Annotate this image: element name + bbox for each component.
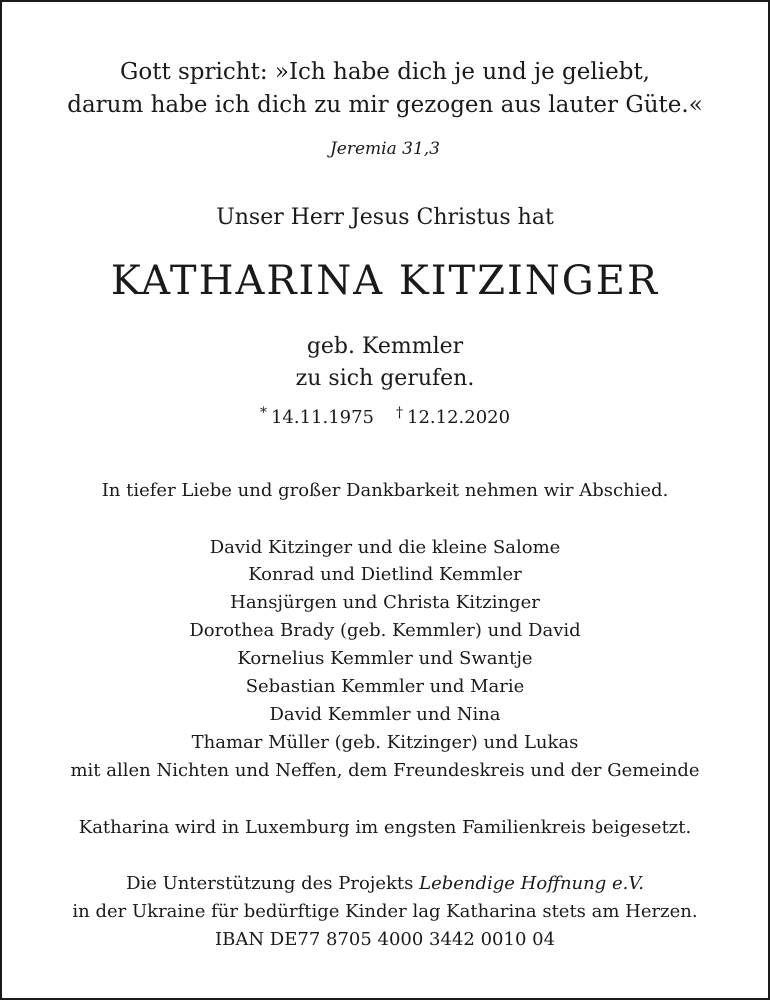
verse-reference: Jeremia 31,3 [329,139,440,159]
verse-line-2: darum habe ich dich zu mir gezogen aus lauter Güte.« [67,92,703,118]
called-text: zu sich gerufen. [295,366,475,391]
mourner-line: Kornelius Kemmler und Swantje [237,648,533,669]
mourner-line: Dorothea Brady (geb. Kemmler) und David [189,620,581,641]
project-name: Lebendige Hoffnung e.V. [419,873,644,894]
mourner-line: David Kemmler und Nina [269,704,501,725]
birth-date: 14.11.1975 [270,407,374,428]
mourner-line: Konrad und Dietlind Kemmler [248,564,522,585]
death-symbol: † [396,405,403,421]
mourner-line: Sebastian Kemmler und Marie [245,676,525,697]
deceased-name: KATHARINA KITZINGER [110,258,660,304]
birth-symbol: * [259,405,267,421]
death-date: 12.12.2020 [407,407,511,428]
mourner-line: Hansjürgen und Christa Kitzinger [230,592,540,613]
mourner-line: David Kitzinger und die kleine Salome [209,537,561,558]
donation-prefix: Die Unterstützung des Projekts [126,873,414,894]
donation-line-2: in der Ukraine für bedürftige Kinder lag Katharina stets am Herzen. [72,901,698,922]
intro-text: Unser Herr Jesus Christus hat [216,205,554,230]
verse-line-1: Gott spricht: »Ich habe dich je und je geliebt, [119,59,650,85]
life-dates [0,405,770,428]
iban-text: IBAN DE77 8705 4000 3442 0010 04 [214,929,556,950]
donation-line-1 [0,875,770,893]
burial-text: Katharina wird in Luxemburg im engsten Familienkreis beigesetzt. [78,817,692,838]
mourner-line-community: mit allen Nichten und Neffen, dem Freundeskreis und der Gemeinde [70,760,700,781]
maiden-name: geb. Kemmler [306,334,464,359]
farewell-text: In tiefer Liebe und großer Dankbarkeit nehmen wir Abschied. [101,480,669,501]
mourner-line: Thamar Müller (geb. Kitzinger) und Lukas [191,732,579,753]
